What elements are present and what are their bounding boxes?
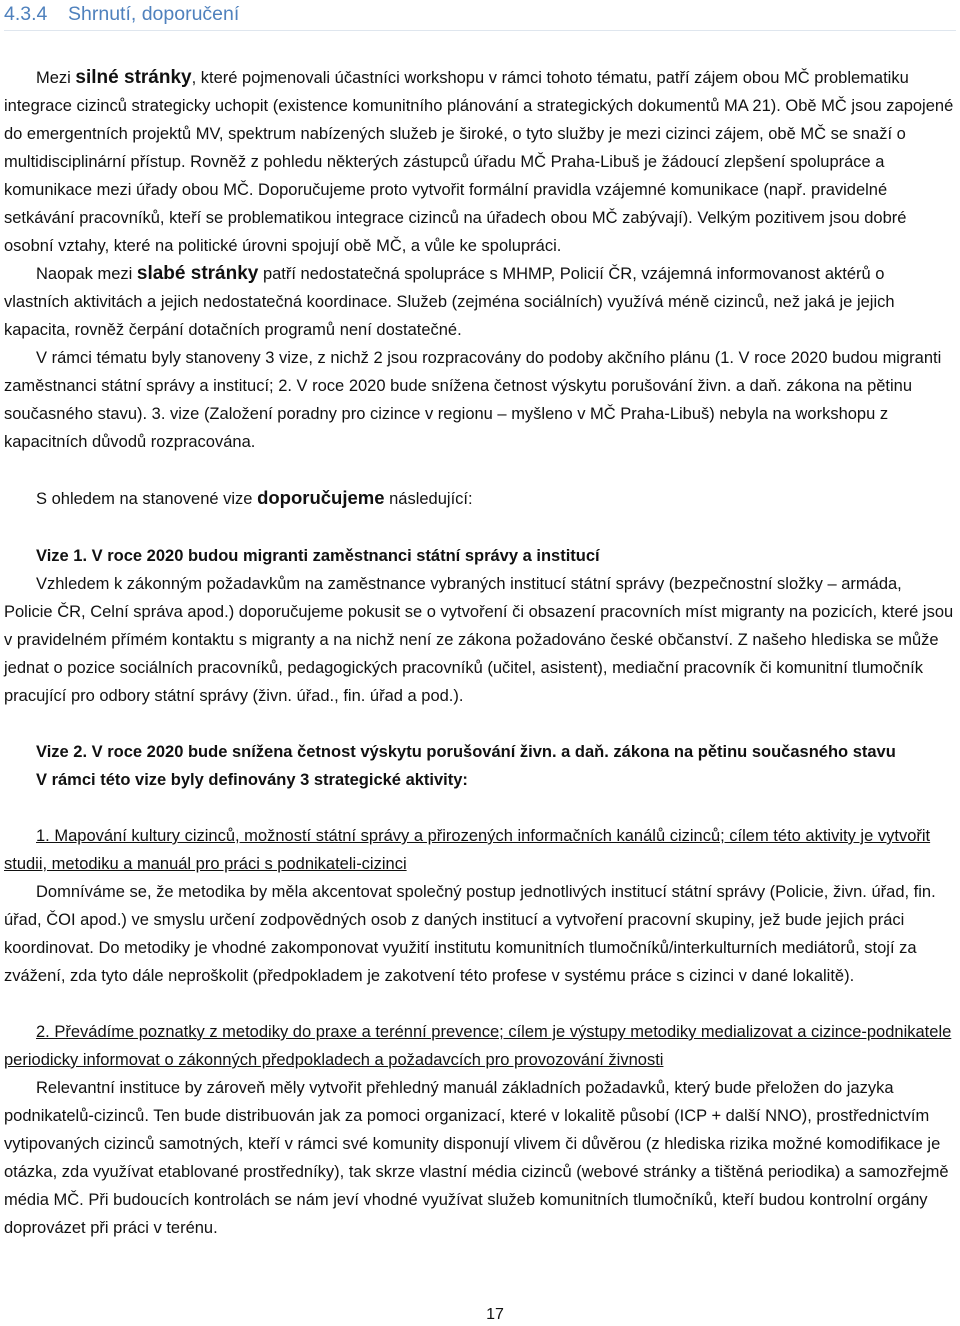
spacer bbox=[4, 513, 954, 542]
spacer bbox=[4, 456, 954, 484]
text-run: Mezi bbox=[36, 69, 76, 87]
spacer bbox=[4, 990, 954, 1018]
document-body bbox=[4, 64, 954, 1242]
page-number: 17 bbox=[486, 1306, 504, 1323]
vision-1-text: Vzhledem k zákonným požadavkům na zaměstnance vybraných institucí státní správy (bezpečnostní složky – armáda, Policie ČR, Celní správa apod.) doporučujeme pokusit se o vytvoření či obsazení pracovních míst migranty na pozicích, které jsou v pravidelném přímém kontaktu s migranty a na nichž není ze zákona požadováno české občanství. Z našeho hlediska se může jednat o pozice sociálních pracovníků, pedagogických pracovníků (učitel, asistent), mediační pracovník či komunitní tlumočník pracující pro odbory státní správy (živn. úřad., fin. úřad a pod.). bbox=[4, 575, 954, 705]
keyword-strengths: silné stránky bbox=[75, 67, 192, 88]
activity-1-text: Domníváme se, že metodika by měla akcentovat společný postup jednotlivých institucí státní správy (Policie, živn. úřad, fin. úřad, ČOI apod.) ve smyslu určení zodpovědných osob z daných institucí a vytvoření pracovní skupiny, jež bude jejich práci koordinovat. Do metodiky je vhodné zakomponovat využití institutu komunitních tlumočníků/interkulturních mediátorů, stojí za zvážení, zda tyto dále neproškolit (předpokladem je zakotvení této profese v systému práce s cizinci v dané lokalitě). bbox=[4, 883, 936, 985]
keyword-weaknesses: slabé stránky bbox=[136, 263, 259, 284]
vision-2-subtitle: V rámci této vize byly definovány 3 strategické aktivity: bbox=[36, 771, 468, 789]
text-run: S ohledem na stanovené vize bbox=[36, 490, 258, 508]
section-title: Shrnutí, doporučení bbox=[68, 3, 240, 25]
spacer bbox=[4, 794, 954, 822]
section-number: 4.3.4 bbox=[4, 3, 48, 25]
section-heading bbox=[4, 0, 956, 31]
paragraph-weaknesses bbox=[4, 260, 954, 344]
activity-2-text: Relevantní instituce by zároveň měly vytvořit přehledný manuál základních požadavků, který bude přeložen do jazyka podnikatelů-cizinců. Ten bude distribuován jak za pomoci organizací, které v lokalitě působí (ICP + další NNO), prostřednictvím vytipovaných cizinců samotných, kteří v rámci své komunity disponují vlivem či důvěrou (z hlediska rizika možné komodifikace je otázka, zda využívat etablované prostředníky), tak skrze vlastní média cizinců (webové stránky a tištěná periodika) a samozřejmě média MČ. Při budoucích kontrolách se nám jeví vhodné využívat služeb komunitních tlumočníků, kteří budou kontrolní orgány doprovázet při práci v terénu. bbox=[4, 1079, 949, 1237]
paragraph-visions: V rámci tématu byly stanoveny 3 vize, z nichž 2 jsou rozpracovány do podoby akčního plánu (1. V roce 2020 budou migranti zaměstnanci státní správy a institucí; 2. V roce 2020 bude snížena četnost výskytu porušování živn. a daň. zákona na pětinu současného stavu). 3. vize (Založení poradny pro cizince v regionu – myšleno v MČ Praha-Libuš) nebyla na workshopu z kapacitních důvodů rozpracována. bbox=[4, 349, 942, 451]
keyword-recommend: doporučujeme bbox=[257, 487, 385, 508]
text-run: Naopak mezi bbox=[36, 265, 137, 283]
text-run: patří nedostatečná spolupráce s MHMP, Policií ČR, vzájemná informovanost aktérů o vlastních aktivitách a jejich nedostatečná koordinace. Služeb (zejména sociálních) využívá méně cizinců, než jaká je jejich kapacita, rovněž čerpání dotačních programů není dostatečné. bbox=[4, 265, 895, 339]
vision-2-title: Vize 2. V roce 2020 bude snížena četnost výskytu porušování živn. a daň. zákona na pětinu současného stavu bbox=[36, 743, 896, 761]
activity-1-title: 1. Mapování kultury cizinců, možností státní správy a přirozených informačních kanálů cizinců; cílem této aktivity je vytvořit studii, metodiku a manuál pro práci s podnikateli-cizinci bbox=[4, 827, 931, 873]
paragraph-strengths bbox=[4, 64, 954, 260]
text-run: , které pojmenovali účastníci workshopu v rámci tohoto tématu, patří zájem obou MČ problematiku integrace cizinců strategicky uchopit (existence komunitního plánování a strategických dokumentů MA 21). Obě MČ jsou zapojené do emergentních projektů MV, spektrum nabízených služeb je široké, o tyto služby je mezi cizinci zájem, obě MČ se snaží o multidisciplinární přístup. Rovněž z pohledu některých zástupců úřadu MČ Praha-Libuš je žádoucí zlepšení spolupráce a komunikace mezi úřady obou MČ. Doporučujeme proto vytvořit formální pravidla vzájemné komunikace (např. pravidelné setkávání pracovníků, kteří se problematikou integrace cizinců na úřadech obou MČ zabývají). Velkým pozitivem jsou dobré osobní vztahy, které na politické úrovni spojují obě MČ, a vůle ke spolupráci. bbox=[4, 69, 954, 255]
text-run: následující: bbox=[384, 490, 473, 508]
spacer bbox=[4, 710, 954, 738]
vision-1-title: Vize 1. V roce 2020 budou migranti zaměstnanci státní správy a institucí bbox=[36, 547, 600, 565]
paragraph-recommend bbox=[4, 484, 954, 513]
activity-2-title: 2. Převádíme poznatky z metodiky do praxe a terénní prevence; cílem je výstupy metodiky medializovat a cizince-podnikatele periodicky informovat o zákonných předpokladech a požadavcích pro provozování živnosti bbox=[4, 1023, 952, 1069]
